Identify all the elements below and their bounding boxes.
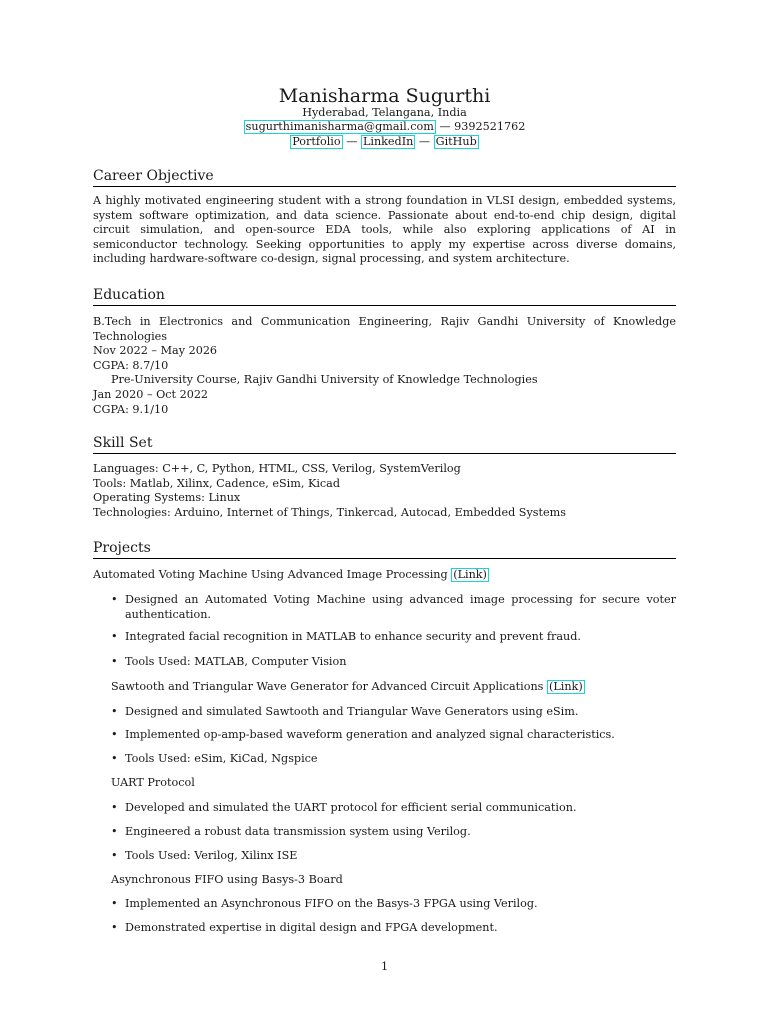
skill-line: Languages: C++, C, Python, HTML, CSS, Verilog, SystemVerilog [93, 462, 461, 475]
skill-line: Tools: Matlab, Xilinx, Cadence, eSim, Kicad [93, 476, 341, 490]
contact-separator: — [439, 120, 451, 133]
bullet-icon: • [111, 705, 118, 718]
page-number: 1 [380, 960, 389, 973]
project-title [93, 776, 694, 791]
project-bullet [111, 655, 676, 670]
bullet-text: Tools Used: eSim, KiCad, Ngspice [125, 752, 318, 765]
bullet-text: Implemented op-amp-based waveform generation and analyzed signal characteristics. [125, 728, 615, 741]
education-score: CGPA: 8.7/10 [93, 358, 169, 372]
bullet-icon: • [111, 897, 118, 910]
phone-number: 9392521762 [454, 120, 526, 133]
project-title [93, 568, 676, 583]
career-objective-text: A highly motivated engineering student with a strong foundation in VLSI design, embedded systems, system software optimization, and data science. Passionate about end-to-end chip design, digital circuit simulation, and open-source EDA tools, while also exploring applications of AI in semiconductor technology. Seeking opportunities to apply my expertise across diverse domains, including hardware-software co-design, signal processing, and system architecture. [93, 194, 676, 266]
portfolio-link[interactable]: Portfolio [292, 135, 341, 148]
bullet-icon: • [111, 801, 118, 814]
project-title [93, 680, 694, 695]
project-bullet [111, 921, 676, 936]
skill-line: Operating Systems: Linux [93, 491, 241, 505]
education-degree: B.Tech in Electronics and Communication Engineering, Rajiv Gandhi University of Knowledge Technologies [93, 315, 676, 343]
bullet-icon: • [111, 728, 118, 741]
skills-list [93, 462, 676, 520]
bullet-text: Tools Used: MATLAB, Computer Vision [125, 655, 347, 668]
linkedin-link[interactable]: LinkedIn [362, 135, 414, 148]
link-separator: — [418, 135, 431, 148]
bullet-icon: • [111, 921, 118, 934]
project-name: Asynchronous FIFO using Basys-3 Board [111, 873, 343, 886]
bullet-icon: • [111, 849, 118, 862]
education-score: CGPA: 9.1/10 [93, 402, 169, 416]
education-degree: Pre-University Course, Rajiv Gandhi University of Knowledge Technologies [111, 373, 538, 387]
skill-line: Technologies: Arduino, Internet of Things, Tinkercad, Autocad, Embedded Systems [93, 505, 566, 519]
project-title [93, 873, 694, 888]
skills-heading: Skill Set [93, 434, 676, 454]
bullet-icon: • [111, 593, 118, 606]
bullet-text: Designed and simulated Sawtooth and Triangular Wave Generators using eSim. [125, 705, 579, 718]
education-dates: Jan 2020 – Oct 2022 [93, 387, 209, 401]
project-bullet [111, 630, 676, 645]
bullet-icon: • [111, 825, 118, 838]
bullet-text: Engineered a robust data transmission system using Verilog. [125, 825, 471, 838]
project-bullet [111, 728, 676, 743]
project-bullet [111, 705, 676, 720]
project-link[interactable]: (Link) [548, 680, 583, 693]
project-name: Automated Voting Machine Using Advanced Image Processing [93, 568, 448, 581]
bullet-icon: • [111, 752, 118, 765]
bullet-icon: • [111, 655, 118, 668]
education-list [93, 315, 676, 417]
project-bullet [111, 752, 676, 767]
project-name: Sawtooth and Triangular Wave Generator for Advanced Circuit Applications [111, 680, 544, 693]
project-bullet [111, 825, 676, 840]
bullet-text: Designed an Automated Voting Machine using advanced image processing for secure voter authentication. [125, 593, 676, 621]
project-bullet [111, 593, 676, 622]
project-bullet [111, 849, 676, 864]
project-bullet [111, 897, 676, 912]
github-link[interactable]: GitHub [435, 135, 477, 148]
project-bullet [111, 801, 676, 816]
education-dates: Nov 2022 – May 2026 [93, 344, 218, 358]
bullet-text: Tools Used: Verilog, Xilinx ISE [125, 849, 298, 862]
career-objective-heading: Career Objective [93, 167, 676, 187]
bullet-icon: • [111, 630, 118, 643]
email-link[interactable]: sugurthimanisharma@gmail.com [245, 120, 434, 133]
project-name: UART Protocol [111, 776, 195, 789]
link-separator: — [346, 135, 358, 148]
bullet-text: Developed and simulated the UART protocol for efficient serial communication. [125, 801, 577, 814]
candidate-name: Manisharma Sugurthi [278, 85, 491, 107]
bullet-text: Demonstrated expertise in digital design and FPGA development. [125, 921, 498, 934]
bullet-text: Integrated facial recognition in MATLAB to enhance security and prevent fraud. [125, 630, 581, 643]
contact-line [93, 120, 676, 135]
location: Hyderabad, Telangana, India [302, 106, 467, 119]
project-link[interactable]: (Link) [453, 568, 487, 581]
bullet-text: Implemented an Asynchronous FIFO on the Basys-3 FPGA using Verilog. [125, 897, 538, 910]
projects-heading: Projects [93, 539, 676, 559]
education-heading: Education [93, 286, 676, 306]
profile-links [93, 135, 676, 150]
